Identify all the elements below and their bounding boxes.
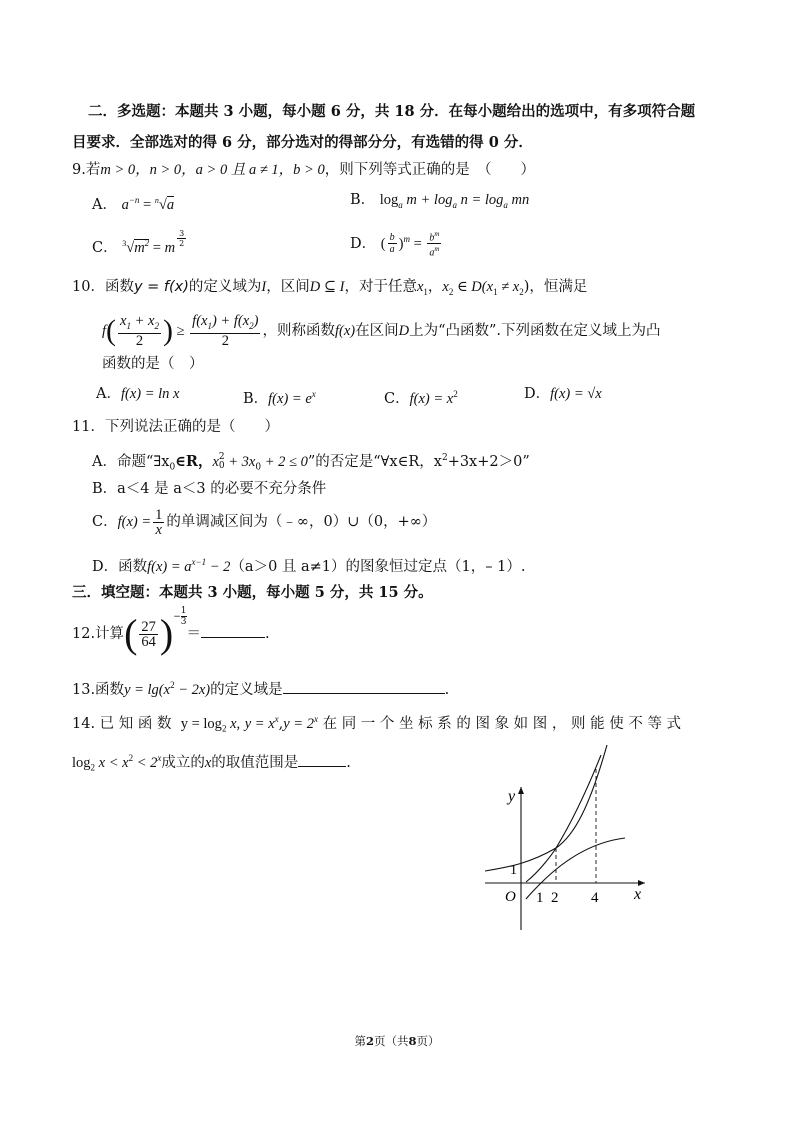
q9-cond-c: ，a > 0 且 a ≠ 1 bbox=[181, 162, 279, 178]
y-axis-arrow bbox=[518, 787, 524, 794]
q9-cond-a: m > 0 bbox=[100, 162, 136, 178]
q9-stem bbox=[72, 160, 535, 180]
q9-b-label: B． bbox=[350, 192, 376, 208]
page-footer: 第2页（共8页） bbox=[354, 1034, 440, 1048]
q11-option-c: C．f(x) = $\frac{1}{x}$ 的单调减区间为（﹣∞，0）∪（0，+∞） bbox=[92, 506, 437, 538]
q9-d-label: D． bbox=[350, 235, 377, 252]
q9-cond-b: ，n > 0 bbox=[135, 162, 182, 178]
page-total: 8 bbox=[408, 1034, 417, 1048]
q14-line1: 14. 已 知 函 数 $y = \log_2 x$, $y = x^x,y = 2^x$ 在 同 一 个 坐 标 系 的 图 象 如 图 ， 则 能 使 不 等 式 bbox=[72, 714, 682, 734]
q11-option-b: B．a＜4 是 a＜3 的必要不充分条件 bbox=[92, 481, 327, 497]
q10-option-a: A．f(x) = ln x bbox=[96, 386, 180, 402]
q12-answer-blank[interactable] bbox=[201, 637, 265, 638]
q10-option-b: B．$f(x) = e^x$ bbox=[243, 389, 316, 407]
section2-line2: 目要求．全部选对的得 6 分，部分选对的得部分分，有选错的得 0 分． bbox=[72, 134, 533, 151]
tick-label-x1: 1 bbox=[536, 890, 544, 906]
section3-header: 三．填空题：本题共 3 小题，每小题 5 分，共 15 分。 bbox=[72, 584, 433, 601]
q10-stem-line1: 10．函数y = f(x)的定义域为I，区间D ⊆ I，对于任意$x_1$，$x_2$ ∈ $D(x_1 \ne x_2)$，恒满足 bbox=[72, 279, 588, 297]
tick-label-y1: 1 bbox=[510, 863, 517, 878]
q9-a-label: A． bbox=[92, 196, 117, 213]
q11-option-a: A．命题“$\exists x_0\in R$，x 2 0 + $3x_0 + 2 \le 0$”的否定是“∀x∈R，$x^2+3x+2>0$” bbox=[92, 451, 530, 473]
q9-option-b: B． $\log_a m + \log_a n = \log_a$ mn bbox=[350, 192, 530, 210]
q12: 12.计算( $\frac{27}{64}$ )− $\frac{1}{3}$ ＝ . bbox=[72, 606, 270, 656]
q13: 13.函数$y = \lg(x^2 - 2x)$的定义域是 . bbox=[72, 680, 450, 698]
q10-option-c: C．$f(x) = x^2$ bbox=[384, 389, 458, 407]
q9-cond-d: ，b > 0 bbox=[278, 162, 325, 178]
q11-option-d: D．函数$f(x) = a^{x-1} - 2(a>0$ 且 a≠1）的图象恒过定点（1，– 1）. bbox=[92, 557, 526, 575]
curve-exponential bbox=[485, 745, 607, 871]
q14-answer-blank[interactable] bbox=[298, 766, 346, 767]
origin-label: O bbox=[505, 889, 516, 905]
tick-label-x4: 4 bbox=[591, 890, 599, 906]
section2-line1: 二．多选题：本题共 3 小题，每小题 6 分，共 18 分．在每小题给出的选项中，有多项符合题 bbox=[88, 103, 696, 120]
q10-option-d: D．f(x) = √x bbox=[524, 386, 602, 402]
q9-stem-end: ，则下列等式正确的是 （ ） bbox=[324, 162, 535, 178]
q9-c-label: C． bbox=[92, 239, 118, 256]
q12-label: 12.计算 bbox=[72, 626, 125, 642]
q11-stem: 11．下列说法正确的是（ ） bbox=[72, 419, 279, 435]
q14-line2: $\log_2 x < x^2 < 2^x$成立的x的取值范围是 . bbox=[72, 753, 351, 773]
q9-option-c: C． $^3√m^2 = m$ $\frac{3}{2}$ bbox=[92, 229, 185, 256]
y-axis-label: y bbox=[508, 788, 516, 805]
x-axis-label: x bbox=[634, 886, 642, 903]
tick-label-x2: 2 bbox=[551, 890, 559, 906]
q10-stem-line2: f( $\frac{x_1 + x_2}{2}$ ) ≥ $\frac{f(x_1) + f(x_2)}{2}$ ，则称函数f(x)在区间D上为“凸函数”.下列函数在定义域上为凸 bbox=[102, 313, 661, 349]
q13-answer-blank[interactable] bbox=[283, 693, 445, 694]
q10-stem-line3: 函数的是（ ） bbox=[102, 356, 204, 372]
q9-option-d: D． ( $\frac{b}{a}$ )$^m$ = $\frac{b^m}{a^m}$ bbox=[350, 230, 440, 259]
q9-option-a: A． $a^{-n} = ^n√a$ bbox=[92, 195, 175, 213]
q9-num: 9.若 bbox=[72, 162, 101, 178]
page-number: 2 bbox=[365, 1034, 374, 1048]
function-graph bbox=[485, 745, 655, 935]
